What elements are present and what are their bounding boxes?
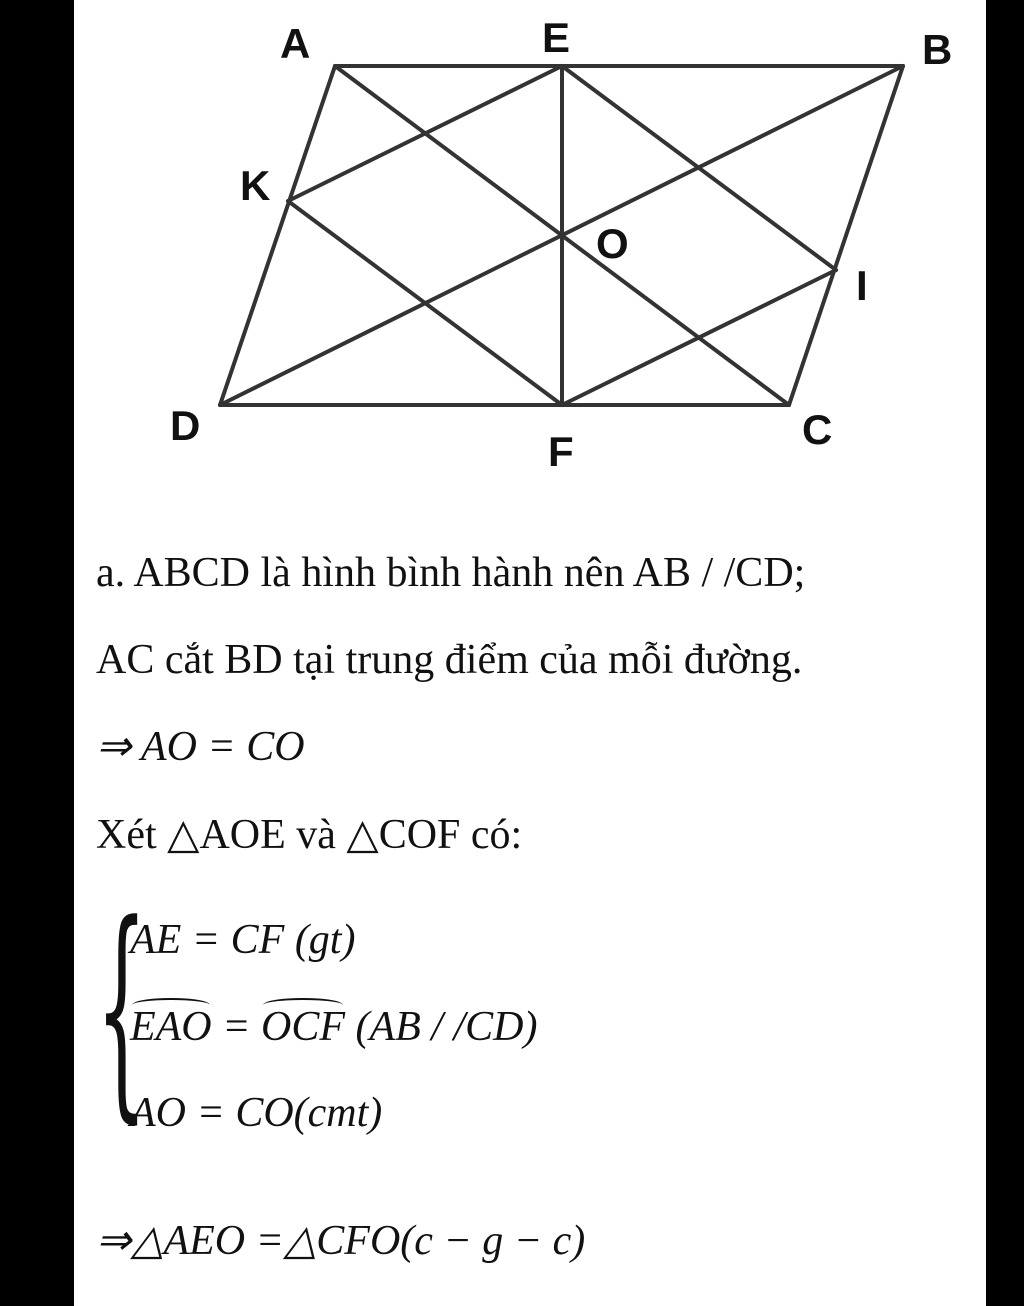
label-B: B: [922, 26, 953, 73]
angle-OCF: OCF: [261, 1002, 345, 1052]
content-panel: [74, 0, 986, 1306]
equals-sign: =: [211, 1004, 261, 1050]
segment-KF: [288, 201, 562, 405]
conclusion-line: ⇒△AEO =△CFO(c − g − c): [96, 1218, 586, 1264]
reason-parallel: (AB / /CD): [345, 1004, 538, 1050]
system-brace: {: [96, 876, 148, 1143]
label-K: K: [240, 162, 271, 209]
parallelogram-figure: [74, 0, 986, 480]
system-line-3: AO = CO(cmt): [130, 1090, 383, 1136]
label-F: F: [548, 428, 574, 475]
label-D: D: [170, 402, 201, 449]
label-A: A: [280, 20, 311, 67]
label-C: C: [802, 406, 833, 453]
solution-line-4: Xét △AOE và △COF có:: [96, 812, 523, 858]
solution-line-2: AC cắt BD tại trung điểm của mỗi đường.: [96, 637, 803, 683]
system-line-1: AE = CF (gt): [130, 917, 356, 963]
label-O: O: [596, 220, 629, 267]
angle-EAO: EAO: [130, 1002, 212, 1052]
solution-line-1: a. ABCD là hình bình hành nên AB / /CD;: [96, 550, 806, 596]
label-I: I: [856, 262, 868, 309]
system-line-2: [130, 1002, 537, 1052]
segment-DA: [220, 66, 335, 405]
label-E: E: [542, 14, 571, 61]
solution-line-3: ⇒ AO = CO: [96, 724, 305, 770]
segment-BC: [789, 66, 903, 405]
